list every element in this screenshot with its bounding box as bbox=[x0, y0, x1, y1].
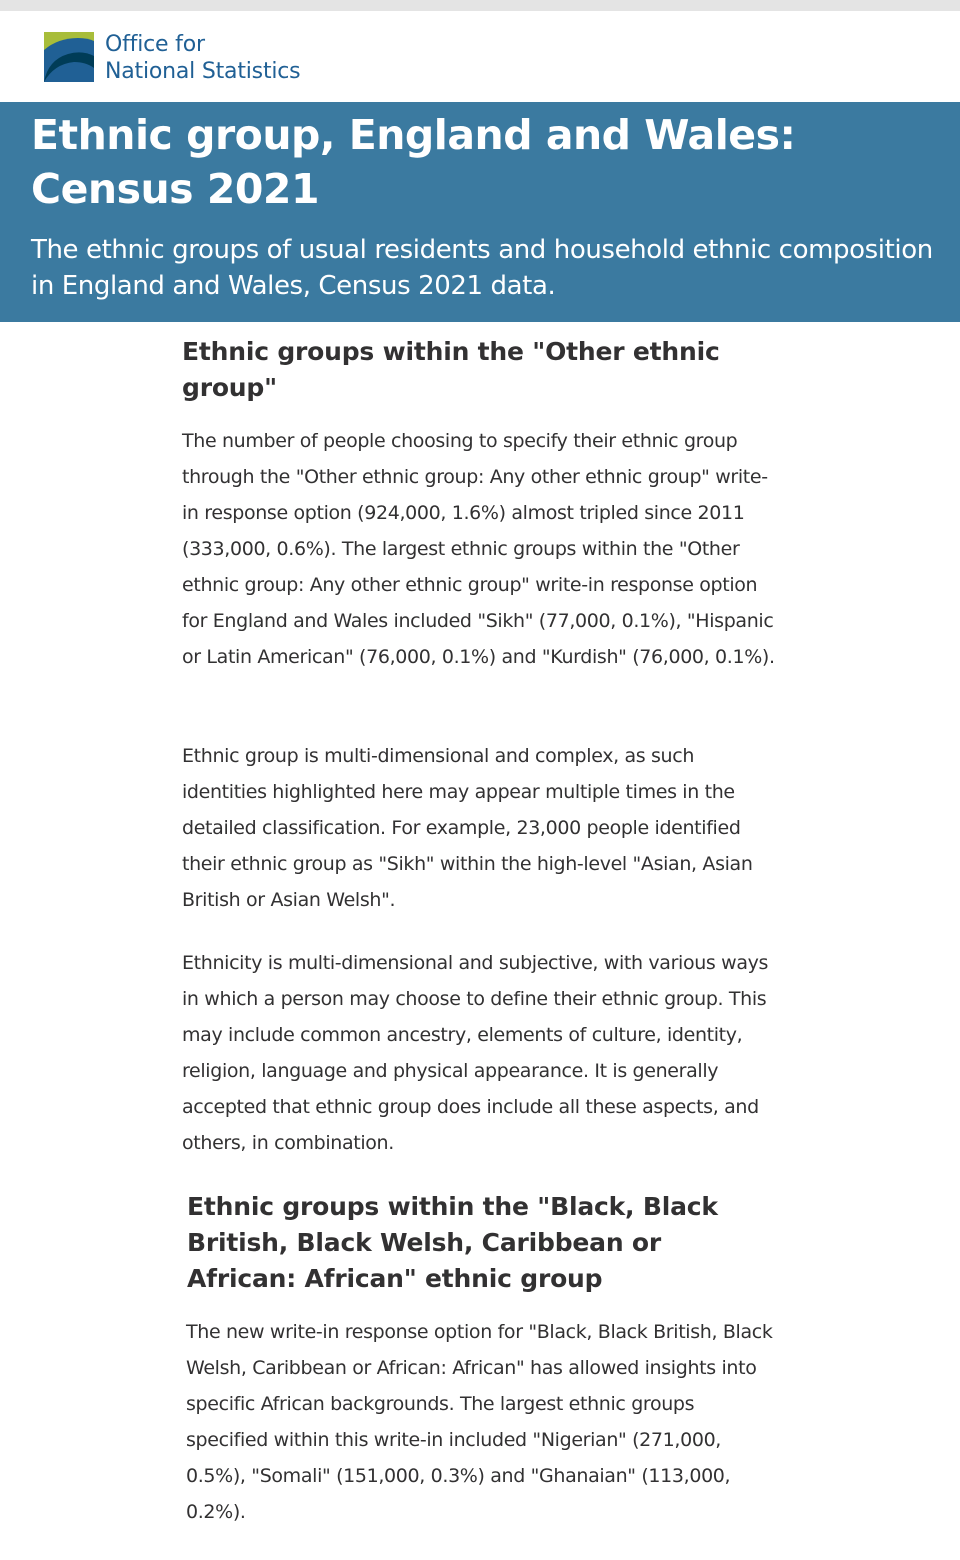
section-heading-african-ethnic-group: Ethnic groups within the "Black, Black British, Black Welsh, Caribbean or African: African" ethnic group bbox=[187, 1192, 718, 1293]
section-heading-other-ethnic-group: Ethnic groups within the "Other ethnic group" bbox=[182, 337, 720, 402]
page-title: Ethnic group, England and Wales: Census 2021 bbox=[31, 111, 796, 213]
article-content bbox=[0, 322, 960, 1560]
ons-logo-icon[interactable] bbox=[44, 32, 94, 82]
section-paragraph: The new write-in response option for "Black, Black British, Black Welsh, Caribbean or African: African" has allowed insights into specific African backgrounds. The largest ethnic groups specified within this write-in included "Nigerian" (271,000, 0.5%), "Somali" (151,000, 0.3%) and "Ghanaian" (113,000, 0.2%). bbox=[186, 1321, 773, 1523]
logo-line-2: National Statistics bbox=[105, 59, 301, 84]
page-banner bbox=[0, 102, 960, 322]
site-header bbox=[0, 11, 960, 102]
logo-line-1: Office for bbox=[105, 32, 205, 57]
browser-top-strip bbox=[0, 0, 960, 11]
section-paragraph: The number of people choosing to specify their ethnic group through the "Other ethnic group: Any other ethnic group" write-in response option (924,000, 1.6%) almost tripled since 2011 (333,000, 0.6%). The largest ethnic groups within the "Other ethnic group: Any other ethnic group" write-in response option for England and Wales included "Sikh" (77,000, 0.1%), "Hispanic or Latin American" (76,000, 0.1%) and "Kurdish" (76,000, 0.1%). bbox=[182, 430, 775, 668]
site-logo-text[interactable] bbox=[105, 31, 300, 85]
page-subtitle: The ethnic groups of usual residents and household ethnic composition in England and Wales, Census 2021 data. bbox=[31, 235, 933, 301]
section-paragraph: Ethnic group is multi-dimensional and complex, as such identities highlighted here may appear multiple times in the detailed classification. For example, 23,000 people identified their ethnic group as "Sikh" within the high-level "Asian, Asian British or Asian Welsh". bbox=[182, 745, 753, 911]
section-paragraph: Ethnicity is multi-dimensional and subjective, with various ways in which a person may choose to define their ethnic group. This may include common ancestry, elements of culture, identity, religion, language and physical appearance. It is generally accepted that ethnic group does include all these aspects, and others, in combination. bbox=[182, 952, 769, 1154]
